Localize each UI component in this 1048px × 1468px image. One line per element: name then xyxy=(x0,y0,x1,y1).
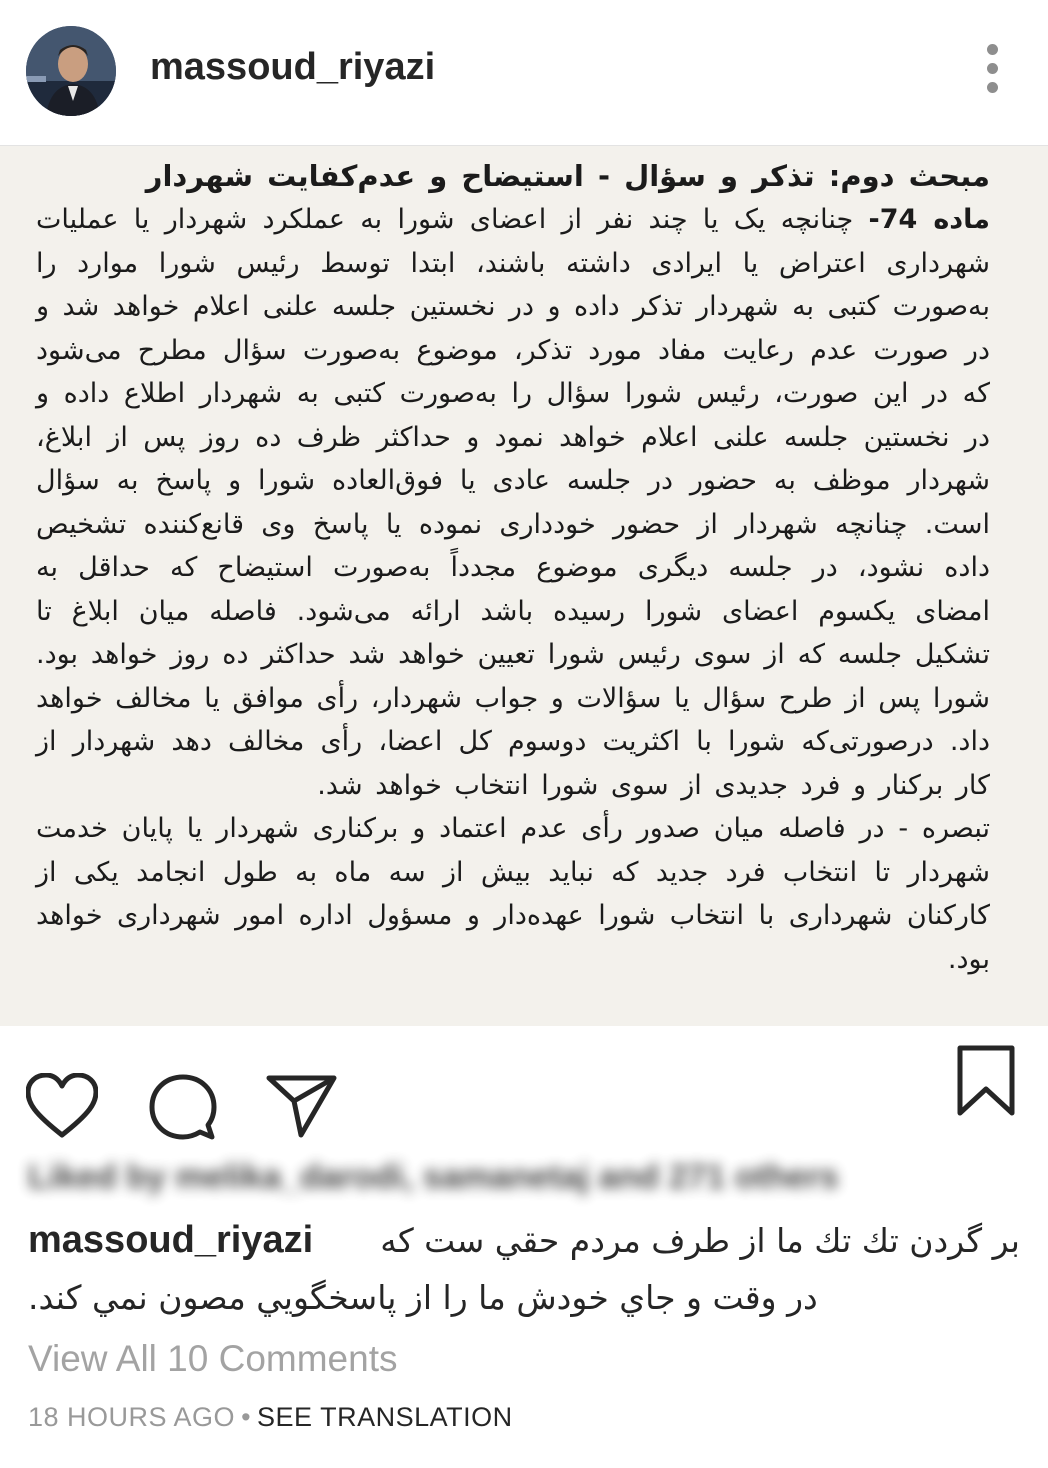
view-all-comments-link[interactable]: View All 10 Comments xyxy=(28,1338,398,1379)
action-bar xyxy=(0,1025,1048,1140)
paper-plane-icon[interactable] xyxy=(266,1073,338,1143)
post-paragraph-1 xyxy=(36,198,990,807)
heart-icon[interactable] xyxy=(26,1073,98,1143)
likes-count[interactable]: Liked by melika_darodi, samanetaj and 271 others xyxy=(28,1158,839,1196)
vertical-dots-icon[interactable] xyxy=(980,44,1004,100)
avatar[interactable] xyxy=(26,26,116,116)
post-timestamp: 18 HOURS AGO xyxy=(28,1402,236,1432)
caption-username[interactable]: massoud_riyazi xyxy=(28,1219,314,1261)
caption xyxy=(28,1212,1020,1326)
post-heading: مبحث دوم: تذکر و سؤال - استیضاح و عدم‌کفایت شهردار xyxy=(145,159,990,193)
see-translation-link[interactable]: SEE TRANSLATION xyxy=(257,1402,513,1432)
bookmark-icon[interactable] xyxy=(956,1045,1016,1121)
article-body: چنانچه یک یا چند نفر از اعضای شورا به عملکرد شهردار یا عملیات شهرداری اعتراض یا ایرادی داشته باشند، ابتدا توسط رئیس شورا موارد را به‌صورت کتبی به شهردار تذکر داده و در نخستین جلسه علنی اعلام خواهد شد و در صورت عدم رعایت مفاد مورد تذکر، موضوع به‌صورت سؤال مطرح می‌شود که در این صورت، رئیس شورا سؤال را به‌صورت کتبی به شهردار اطلاع داده و در نخستین جلسه علنی اعلام خواهد نمود و حداکثر ظرف ده روز پس از ابلاغ، شهردار موظف به حضور در جلسه عادی یا فوق‌العاده شورا و پاسخ به سؤال است. چنانچه شهردار از حضور خودداری نموده یا پاسخ وی قانع‌کننده تشخیص داده نشود، در جلسه دیگری موضوع مجدداً به‌صورت استیضاح که حداقل به امضای یکسوم اعضای شورا رسیده باشد ارائه می‌شود. فاصله میان ابلاغ تا تشکیل جلسه که از سوی رئیس شورا تعیین خواهد شد حداکثر ده روز خواهد بود. شورا پس از طرح سؤال یا سؤالات و جواب شهردار، رأی موافق یا مخالف خواهد داد. درصورتی‌که شورا با اکثریت دوسوم کل اعضا، رأی مخالف دهد شهردار از کار برکنار و فرد جدیدی از سوی شورا انتخاب خواهد شد. xyxy=(36,204,990,801)
comment-bubble-icon[interactable] xyxy=(148,1073,218,1147)
post-image xyxy=(0,145,1048,1026)
post-paragraph-2: تبصره - در فاصله میان صدور رأی عدم اعتماد و برکناری شهردار یا پایان خدمت شهردار تا انتخاب فرد جدید که نباید بیش از سه ماه به طول انجامد یکی از کارکنان شهرداری با انتخاب شورا عهده‌دار و مسؤول اداره امور شهرداری خواهد بود. xyxy=(36,813,990,975)
post-document-text xyxy=(36,154,990,981)
post-meta xyxy=(28,1402,513,1433)
caption-line-1: بر گردن تك تك ما از طرف مردم حقي ست كه xyxy=(380,1221,1020,1260)
caption-line-2: در وقت و جاي خودش ما را از پاسخگويي مصون نمي كند. xyxy=(28,1278,818,1317)
meta-separator: • xyxy=(241,1402,252,1432)
post-header xyxy=(0,0,1048,145)
article-label: ماده 74- xyxy=(868,204,990,235)
username[interactable]: massoud_riyazi xyxy=(150,46,436,88)
